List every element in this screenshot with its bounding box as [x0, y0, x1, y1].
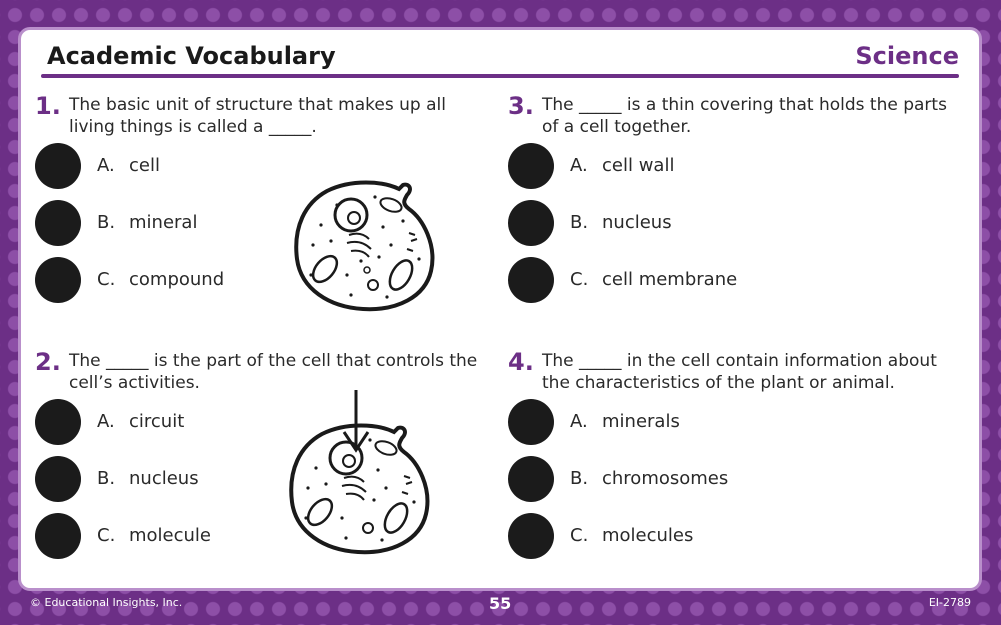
- page-title: Academic Vocabulary: [47, 42, 336, 70]
- option-text: molecules: [602, 525, 694, 546]
- option-text: cell membrane: [602, 269, 738, 290]
- answer-bubble[interactable]: [35, 456, 81, 502]
- option-letter: A.: [97, 155, 115, 176]
- answer-bubble[interactable]: [35, 513, 81, 559]
- product-code: EI-2789: [928, 596, 971, 609]
- question-text: The _____ is a thin covering that holds the parts of a cell together.: [542, 95, 947, 137]
- question-number: 3.: [508, 92, 534, 120]
- answer-bubble[interactable]: [508, 399, 554, 445]
- option-b[interactable]: [508, 456, 768, 502]
- option-letter: B.: [570, 212, 589, 233]
- option-b[interactable]: [35, 456, 295, 502]
- option-letter: B.: [97, 468, 116, 489]
- option-c[interactable]: [35, 513, 295, 559]
- option-text: molecule: [129, 525, 212, 546]
- quiz-card: [18, 27, 982, 591]
- option-a[interactable]: [508, 399, 768, 445]
- question-number: 2.: [35, 348, 61, 376]
- title-divider: [41, 74, 959, 78]
- option-text: minerals: [602, 411, 680, 432]
- subject-label: Science: [855, 42, 959, 70]
- option-letter: C.: [570, 525, 589, 546]
- answer-bubble[interactable]: [35, 143, 81, 189]
- answer-bubble[interactable]: [508, 257, 554, 303]
- option-c[interactable]: [508, 513, 768, 559]
- option-letter: C.: [570, 269, 589, 290]
- cell-diagram-icon: [286, 388, 436, 558]
- option-text: nucleus: [602, 212, 672, 233]
- option-letter: A.: [570, 155, 588, 176]
- option-a[interactable]: [35, 143, 295, 189]
- option-c[interactable]: [35, 257, 295, 303]
- question-number: 1.: [35, 92, 61, 120]
- cell-diagram-icon: [291, 175, 441, 315]
- option-text: mineral: [129, 212, 198, 233]
- option-letter: C.: [97, 269, 116, 290]
- option-text: cell: [129, 155, 160, 176]
- option-letter: C.: [97, 525, 116, 546]
- option-b[interactable]: [35, 200, 295, 246]
- answer-bubble[interactable]: [508, 143, 554, 189]
- option-text: circuit: [129, 411, 185, 432]
- answer-bubble[interactable]: [508, 200, 554, 246]
- question-text: The _____ in the cell contain information about the characteristics of the plant or animal.: [542, 351, 937, 393]
- answer-bubble[interactable]: [35, 200, 81, 246]
- option-a[interactable]: [35, 399, 295, 445]
- option-letter: B.: [97, 212, 116, 233]
- question-text: The basic unit of structure that makes up all living things is called a _____.: [69, 95, 446, 137]
- question-text: The _____ is the part of the cell that controls the cell’s activities.: [69, 351, 478, 393]
- answer-bubble[interactable]: [35, 257, 81, 303]
- option-c[interactable]: [508, 257, 768, 303]
- answer-bubble[interactable]: [508, 456, 554, 502]
- option-letter: A.: [570, 411, 588, 432]
- option-letter: A.: [97, 411, 115, 432]
- option-a[interactable]: [508, 143, 768, 189]
- option-text: chromosomes: [602, 468, 729, 489]
- answer-bubble[interactable]: [35, 399, 81, 445]
- option-b[interactable]: [508, 200, 768, 246]
- answer-bubble[interactable]: [508, 513, 554, 559]
- option-text: compound: [129, 269, 225, 290]
- copyright-text: © Educational Insights, Inc.: [30, 596, 183, 609]
- option-text: cell wall: [602, 155, 675, 176]
- option-text: nucleus: [129, 468, 199, 489]
- page-number: 55: [489, 594, 512, 613]
- question-number: 4.: [508, 348, 534, 376]
- option-letter: B.: [570, 468, 589, 489]
